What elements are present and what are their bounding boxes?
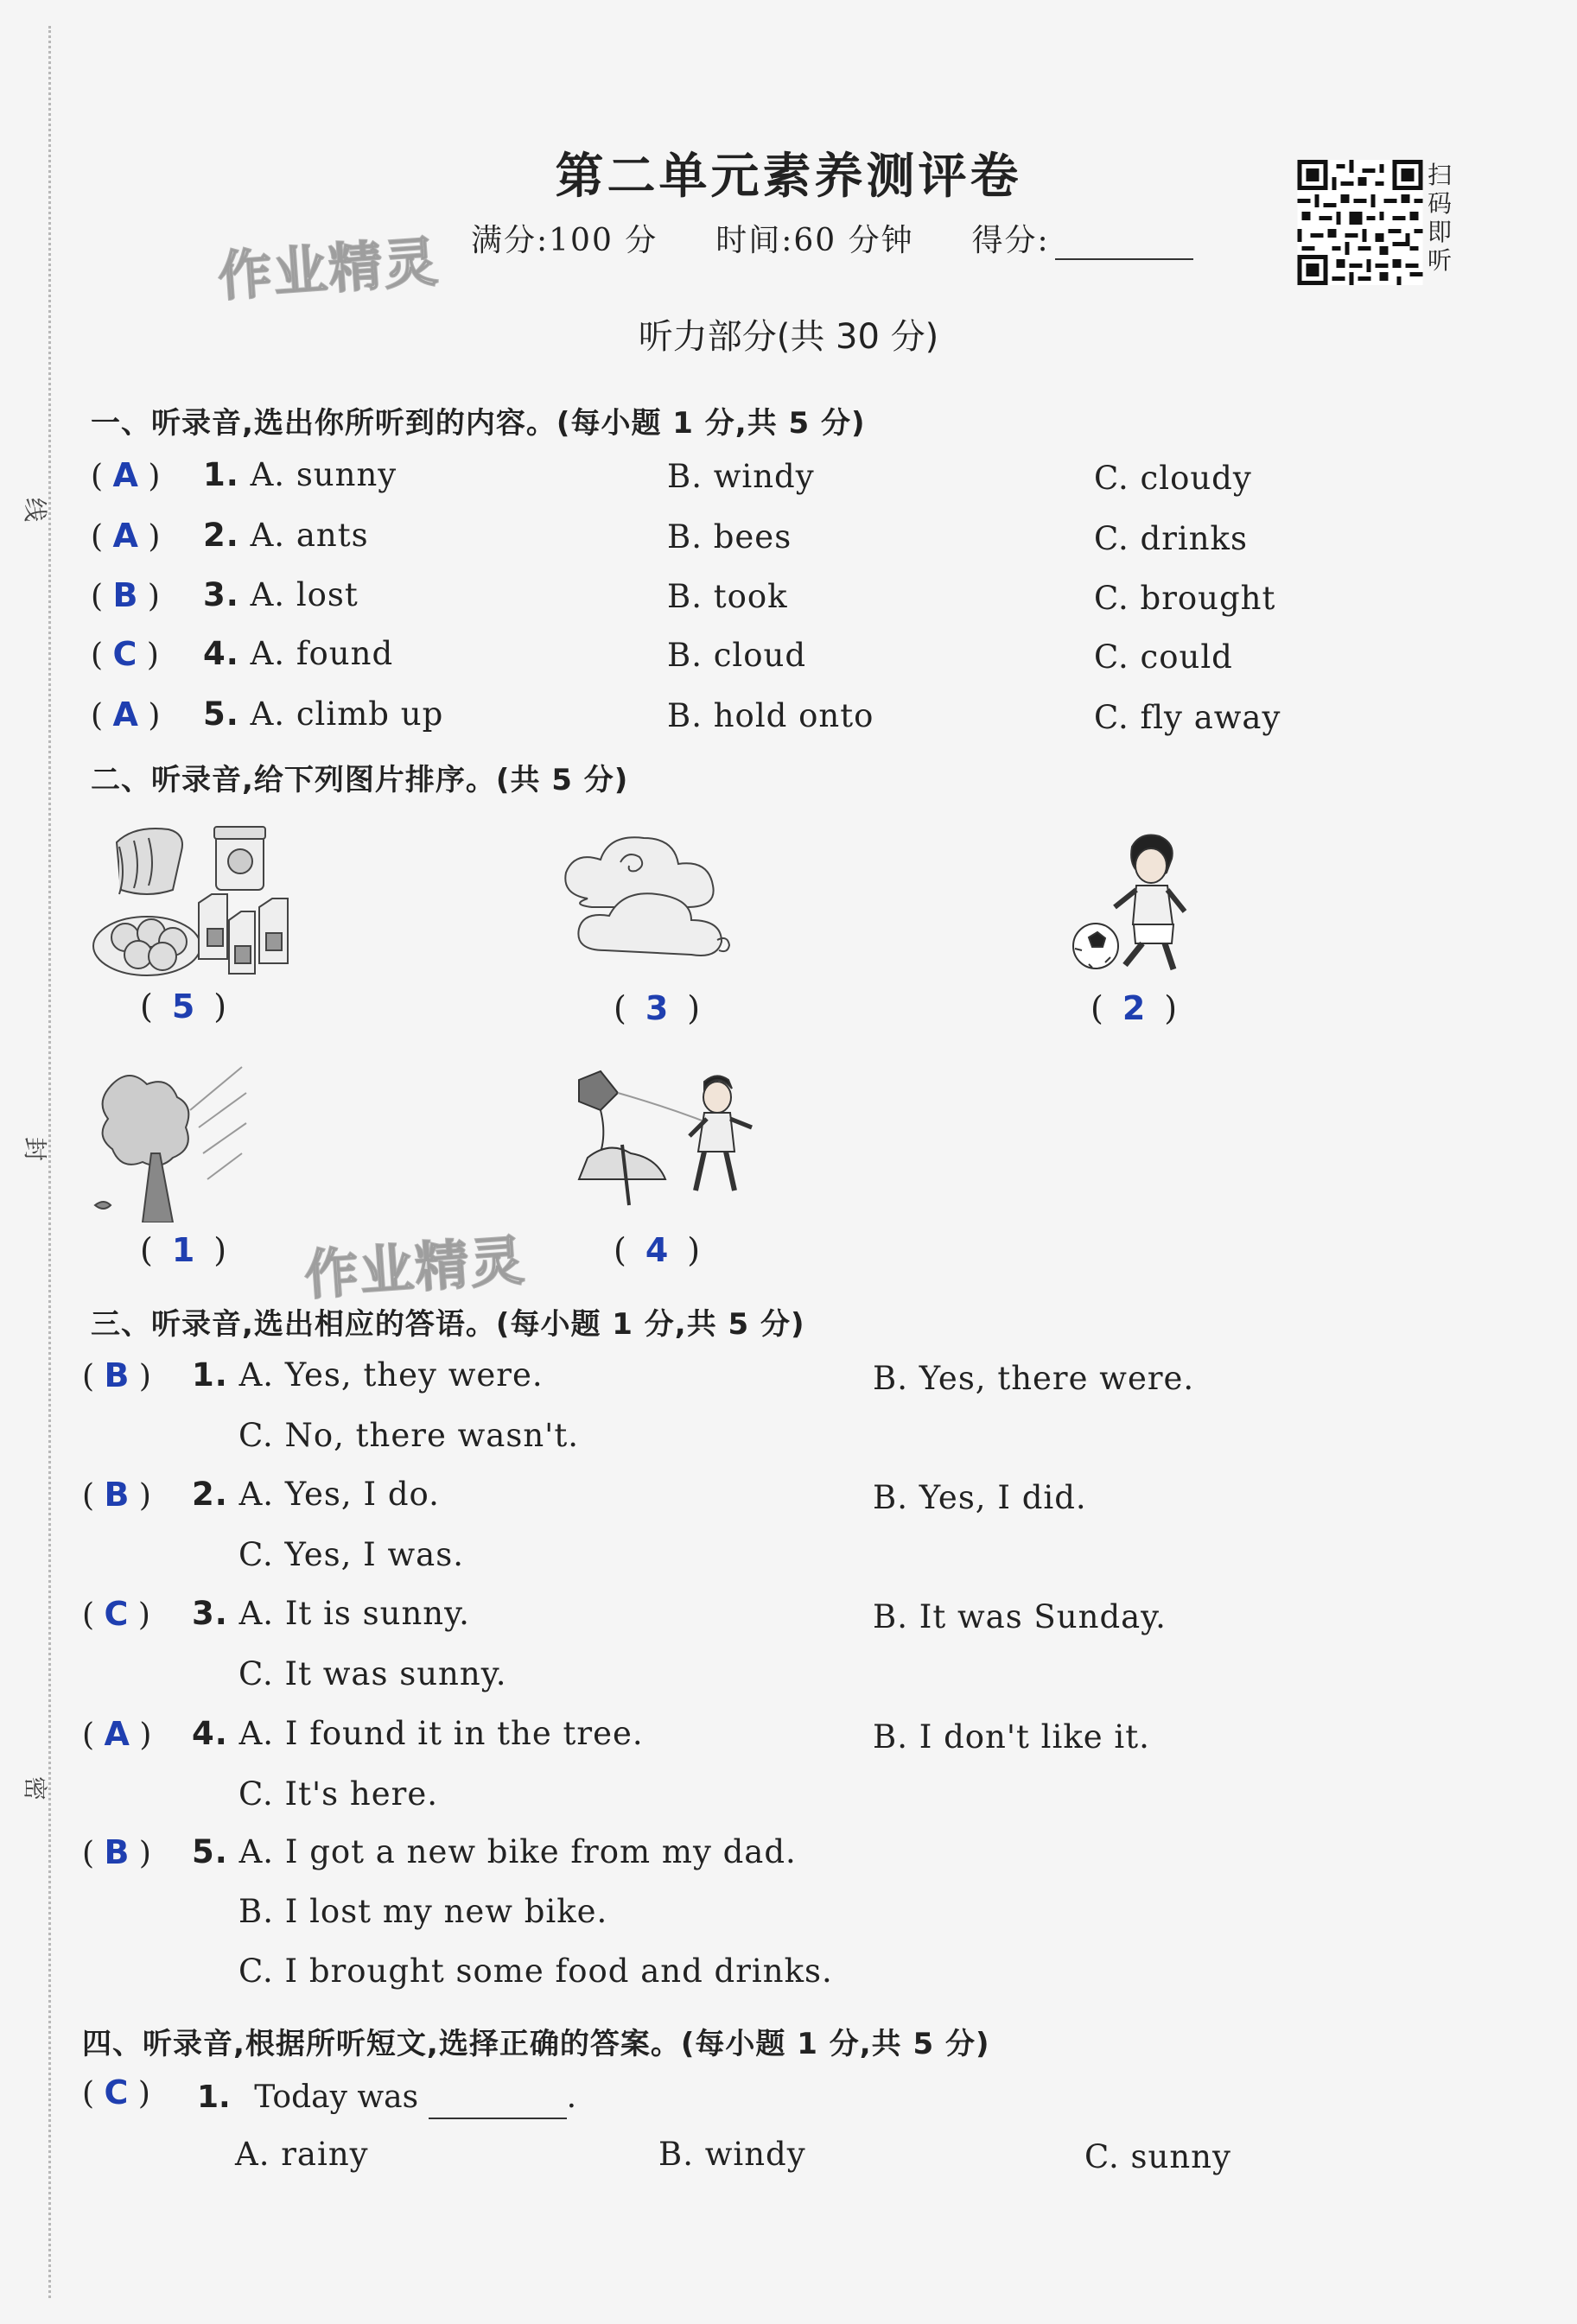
answer-paren[interactable]: ( A ) xyxy=(91,695,161,733)
watermark: 作业精灵 xyxy=(302,1229,528,1307)
option-b: B. windy xyxy=(658,2136,806,2173)
order-blank-2[interactable]: ( 3 ) xyxy=(614,989,701,1027)
qr-code-icon[interactable] xyxy=(1296,160,1424,285)
time-limit: 时间:60 分钟 xyxy=(715,223,914,258)
order-blank-4[interactable]: ( 1 ) xyxy=(140,1231,227,1269)
answer-paren[interactable]: ( C ) xyxy=(82,1595,150,1633)
option-b: B. It was Sunday. xyxy=(873,1598,1167,1635)
option-a: 1. A. Yes, they were. xyxy=(192,1356,544,1394)
answer-paren[interactable]: ( A ) xyxy=(91,456,161,494)
answer-paren[interactable]: ( C ) xyxy=(82,2073,150,2111)
boy-soccer-picture xyxy=(1063,829,1214,985)
margin-char-xian: 线 xyxy=(21,497,50,523)
qr-label: 扫 码 即 听 xyxy=(1428,161,1453,275)
order-blank-3[interactable]: ( 2 ) xyxy=(1091,989,1178,1027)
margin-char-feng: 封 xyxy=(21,1136,50,1162)
option-a: A. rainy xyxy=(235,2136,369,2173)
option-b: B. Yes, I did. xyxy=(873,1479,1087,1516)
section-title: 四、听录音,根据所听短文,选择正确的答案。(每小题 1 分,共 5 分) xyxy=(82,2027,990,2061)
answer-paren[interactable]: ( B ) xyxy=(82,1476,151,1514)
option-b: B. cloud xyxy=(667,637,807,674)
cloud-picture xyxy=(553,829,778,976)
option-b: B. took xyxy=(667,578,788,615)
answer-paren[interactable]: ( A ) xyxy=(82,1715,152,1753)
option-b: B. hold onto xyxy=(667,697,874,734)
option-a: 2. A. ants xyxy=(203,517,369,554)
option-b: B. I lost my new bike. xyxy=(238,1893,608,1930)
option-c: C. brought xyxy=(1094,580,1276,617)
order-blank-5[interactable]: ( 4 ) xyxy=(614,1231,701,1269)
option-a: 4. A. found xyxy=(203,635,394,672)
section-title: 二、听录音,给下列图片排序。(共 5 分) xyxy=(91,763,629,797)
option-c: C. No, there wasn't. xyxy=(238,1417,579,1454)
order-blank-1[interactable]: ( 5 ) xyxy=(140,987,227,1025)
option-c: C. fly away xyxy=(1094,699,1281,736)
option-a: 3. A. lost xyxy=(203,576,359,613)
section-title: 一、听录音,选出你所听到的内容。(每小题 1 分,共 5 分) xyxy=(91,406,866,441)
binding-line xyxy=(48,26,51,2298)
margin-char-mi: 密 xyxy=(21,1775,50,1801)
answer-paren[interactable]: ( B ) xyxy=(82,1833,151,1871)
option-b: B. windy xyxy=(667,458,815,495)
option-b: B. Yes, there were. xyxy=(873,1360,1195,1397)
food-drinks-picture xyxy=(86,816,302,989)
answer-paren[interactable]: ( C ) xyxy=(91,635,159,673)
option-c: C. It's here. xyxy=(238,1775,438,1813)
question-stem: 1. Today was . xyxy=(197,2076,576,2119)
full-score: 满分:100 分 xyxy=(471,223,658,258)
answer-paren[interactable]: ( B ) xyxy=(82,1356,151,1394)
option-c: C. drinks xyxy=(1094,520,1248,557)
option-a: 3. A. It is sunny. xyxy=(192,1595,470,1632)
option-b: B. bees xyxy=(667,518,792,556)
score-label: 得分: xyxy=(971,223,1050,258)
score-blank[interactable] xyxy=(1055,229,1193,260)
page-title: 第二单元素养测评卷 xyxy=(555,148,1022,205)
option-c: C. Yes, I was. xyxy=(238,1536,464,1573)
option-c: C. sunny xyxy=(1084,2138,1231,2175)
watermark: 作业精灵 xyxy=(216,230,442,308)
answer-paren[interactable]: ( B ) xyxy=(91,576,160,614)
option-b: B. I don't like it. xyxy=(873,1718,1150,1756)
exam-info xyxy=(471,216,1193,260)
option-a: 1. A. sunny xyxy=(203,456,397,493)
option-c: C. could xyxy=(1094,638,1233,676)
boy-kite-picture xyxy=(553,1063,769,1218)
answer-paren[interactable]: ( A ) xyxy=(91,517,161,555)
option-c: C. It was sunny. xyxy=(238,1655,507,1692)
option-a: 4. A. I found it in the tree. xyxy=(192,1715,644,1752)
option-c: C. I brought some food and drinks. xyxy=(238,1953,833,1990)
option-c: C. cloudy xyxy=(1094,460,1252,497)
option-a: 2. A. Yes, I do. xyxy=(192,1476,440,1513)
option-a: 5. A. climb up xyxy=(203,695,444,733)
fill-blank[interactable] xyxy=(429,2086,567,2119)
windy-tree-picture xyxy=(86,1058,251,1222)
section-title: 三、听录音,选出相应的答语。(每小题 1 分,共 5 分) xyxy=(91,1307,805,1342)
part-title: 听力部分(共 30 分) xyxy=(638,317,939,357)
option-a: 5. A. I got a new bike from my dad. xyxy=(192,1833,797,1870)
